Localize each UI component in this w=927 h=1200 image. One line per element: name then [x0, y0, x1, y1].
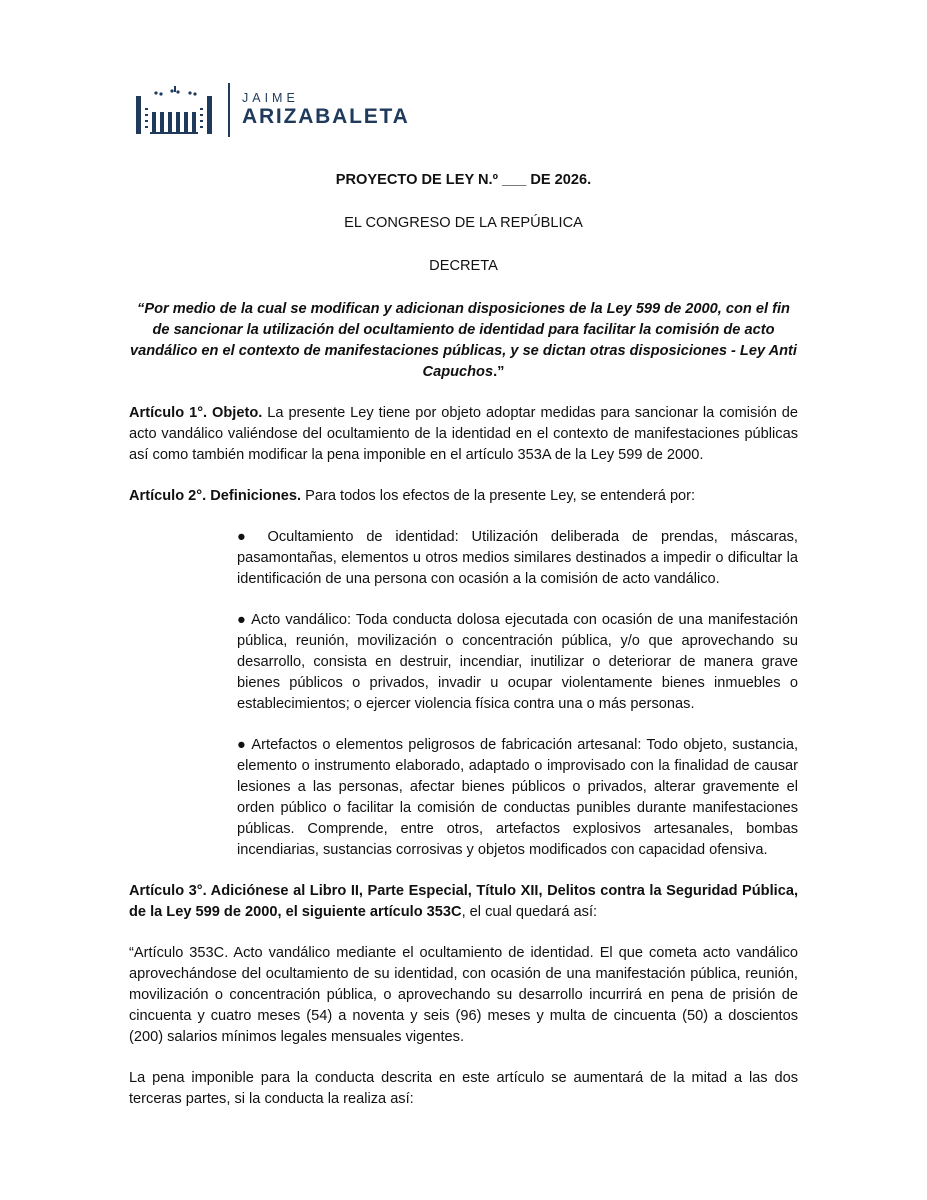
definition-item: ● Ocultamiento de identidad: Utilización deliberada de prendas, máscaras, pasamontañas, elementos u otros medios similares destinados a impedir o dificultar la identificación de una persona con ocasión a la comisión de acto vandálico.: [237, 529, 798, 587]
epigraph-prefix: “Por medio de la cual se modifican y adicionan disposiciones de la Ley 599 de 2000, con el fin de sancionar la utilización del ocultamiento de identidad para facilitar la comisión de acto vandálico en el contexto de manifestaciones públicas, y se dictan otras disposiciones -: [130, 301, 790, 359]
building-columns-icon: [134, 82, 214, 138]
logo-divider: [228, 83, 230, 137]
document-title: PROYECTO DE LEY N.º ___ DE 2026.: [335, 172, 592, 188]
article-2: [129, 486, 798, 507]
epigraph-suffix: .”: [493, 364, 505, 380]
logo-last-name: ARIZABALETA: [242, 105, 410, 128]
definition-item: ● Acto vandálico: Toda conducta dolosa ejecutada con ocasión de una manifestación pública, reunión, movilización o concentración pública, y/o que aprovechando su desarrollo, consista en destruir, incendiar, inutilizar o deteriorar de manera grave bienes públicos o privados, invadir u ocupar violentamente bienes inmuebles o establecimientos; o ejercer violencia física contra una o más personas.: [237, 612, 798, 712]
document-body: [129, 170, 798, 1110]
congreso-heading: EL CONGRESO DE LA REPÚBLICA: [344, 215, 583, 231]
article-2-text: Para todos los efectos de la presente Ley, se entenderá por:: [301, 488, 696, 504]
epigraph: [129, 299, 798, 383]
article-353c: “Artículo 353C. Acto vandálico mediante el ocultamiento de identidad. El que cometa acto vandálico aprovechándose del ocultamiento de su identidad, con ocasión de una manifestación pública, reunión, movilización o concentración pública, o aprovechando su desarrollo incurrirá en pena de prisión de cincuenta y cuatro meses (54) a noventa y seis (96) meses y multa de cincuenta (50) a doscientos (200) salarios mínimos legales mensuales vigentes.: [129, 945, 798, 1045]
article-1: [129, 403, 798, 466]
definitions-list: [237, 527, 798, 861]
article-3: [129, 881, 798, 923]
definition-item: ● Artefactos o elementos peligrosos de fabricación artesanal: Todo objeto, sustancia, elemento o instrumento elaborado, adaptado o improvisado con la finalidad de causar lesiones a las personas, afectar bienes públicos o privados, alterar gravemente el orden público o facilitar la comisión de conductas punibles durante manifestaciones públicas. Comprende, entre otros, artefactos explosivos artesanales, bombas incendiarias, sustancias corrosivas y objetos modificados con capacidad ofensiva.: [237, 737, 798, 858]
logo: [134, 82, 410, 138]
article-1-text: La presente Ley tiene por objeto adoptar medidas para sancionar la comisión de acto vandálico valiéndose del ocultamiento de la identidad en el contexto de manifestaciones públicas así como también modificar la pena imponible en el artículo 353A de la Ley 599 de 2000.: [129, 405, 799, 463]
pena-paragraph: La pena imponible para la conducta descrita en este artículo se aumentará de la mitad a las dos terceras partes, si la conducta la realiza así:: [129, 1070, 798, 1107]
epigraph-law-name: Ley Anti Capuchos: [422, 343, 797, 380]
article-2-heading: Artículo 2°. Definiciones.: [129, 488, 302, 504]
article-3-heading: Artículo 3°. Adiciónese al Libro II, Parte Especial, Título XII, Delitos contra la Seguridad Pública, de la Ley 599 de 2000, el siguiente artículo 353C: [129, 883, 798, 920]
article-3-text: , el cual quedará así:: [461, 904, 598, 920]
logo-text: [242, 91, 410, 129]
article-1-heading: Artículo 1°. Objeto.: [129, 405, 263, 421]
logo-first-name: JAIME: [242, 91, 299, 105]
decreta-heading: DECRETA: [429, 258, 498, 274]
